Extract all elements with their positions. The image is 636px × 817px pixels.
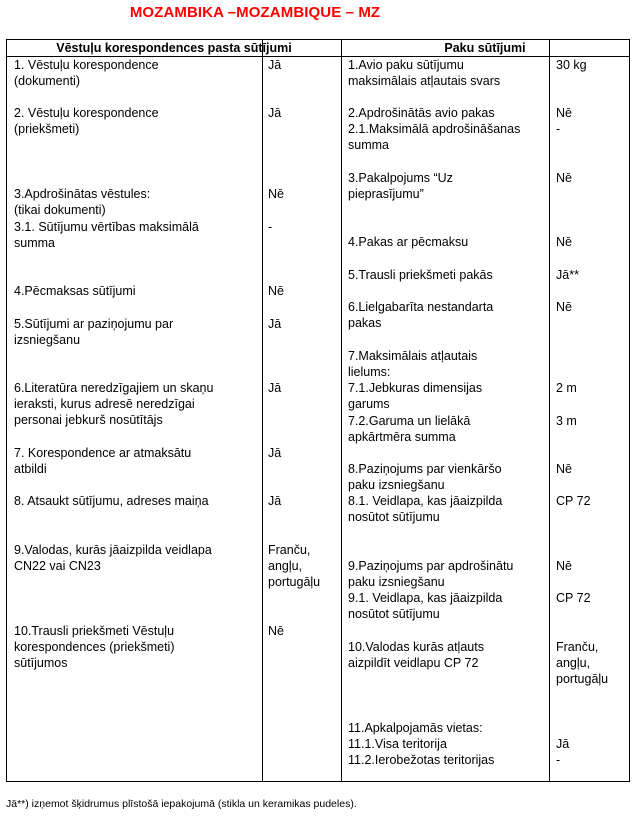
letters-label: 6.Literatūra neredzīgajiem un skaņu ieraksti, kurus adresē neredzīgai personai jebkurš nosūtītājs [14, 381, 214, 427]
parcels-label: 8.Paziņojums par vienkāršo paku izsniegšanu [348, 462, 502, 492]
parcels-label: 11.2.Ierobežotas teritorijas [348, 753, 495, 767]
parcels-value: - [556, 122, 561, 136]
parcels-label: 9.Paziņojums par apdrošinātu paku izsniegšanu [348, 559, 514, 589]
parcels-label: 7.Maksimālais atļautais lielums: [348, 349, 478, 379]
parcels-label: 11.1.Visa teritorija [348, 737, 447, 751]
parcels-value: 30 kg [556, 58, 587, 72]
page-title: MOZAMBIKA –MOZAMBIQUE – MZ [129, 4, 381, 21]
parcels-value: Nē [556, 462, 572, 476]
parcels-label: 2.Apdrošinātās avio pakas [348, 106, 495, 120]
parcels-label: 9.1. Veidlapa, kas jāaizpilda nosūtot sūtījumu [348, 591, 503, 621]
services-table [6, 39, 630, 782]
parcels-label: 5.Trausli priekšmeti pakās [348, 268, 493, 282]
letters-value: Jā [268, 381, 282, 395]
parcels-value: Nē [556, 300, 572, 314]
parcels-value: Nē [556, 171, 572, 185]
column-divider [262, 40, 263, 781]
parcels-value: - [556, 753, 561, 767]
letters-label: 4.Pēcmaksas sūtījumi [14, 284, 136, 298]
letters-label: 10.Trausli priekšmeti Vēstuļu korespondences (priekšmeti) sūtījumos [14, 624, 175, 670]
parcels-value: CP 72 [556, 494, 591, 508]
letters-value: Jā [268, 317, 282, 331]
parcels-label: 7.2.Garuma un lielākā apkārtmēra summa [348, 414, 471, 444]
parcels-label: 3.Pakalpojums “Uz pieprasījumu” [348, 171, 453, 201]
parcels-label: 10.Valodas kurās atļauts aizpildīt veidlapu CP 72 [348, 640, 484, 670]
parcels-value: 3 m [556, 414, 577, 428]
letters-label: 3.1. Sūtījumu vērtības maksimālā summa [14, 220, 199, 250]
parcels-label: 4.Pakas ar pēcmaksu [348, 235, 469, 249]
parcels-label: 1.Avio paku sūtījumu maksimālais atļautais svars [348, 58, 501, 88]
letters-label: 5.Sūtījumi ar paziņojumu par izsniegšanu [14, 317, 174, 347]
parcels-value: CP 72 [556, 591, 591, 605]
header-letters: Vēstuļu korespondences pasta sūtījumi [56, 41, 292, 55]
letters-label: 1. Vēstuļu korespondence (dokumenti) [14, 58, 159, 88]
letters-label: 9.Valodas, kurās jāaizpilda veidlapa CN22 vai CN23 [14, 543, 212, 573]
letters-label: 2. Vēstuļu korespondence (priekšmeti) [14, 106, 159, 136]
parcels-label: 7.1.Jebkuras dimensijas garums [348, 381, 483, 411]
letters-value: Nē [268, 624, 284, 638]
parcels-label: 8.1. Veidlapa, kas jāaizpilda nosūtot sūtījumu [348, 494, 503, 524]
parcels-value: 2 m [556, 381, 577, 395]
letters-value: Franču, angļu, portugāļu [268, 543, 321, 589]
column-divider [549, 40, 550, 781]
parcels-label: 2.1.Maksimālā apdrošināšanas summa [348, 122, 521, 152]
letters-label: 7. Korespondence ar atmaksātu atbildi [14, 446, 192, 476]
parcels-value: Nē [556, 559, 572, 573]
column-divider [341, 40, 342, 781]
letters-value: - [268, 220, 273, 234]
letters-value: Nē [268, 187, 284, 201]
parcels-label: 6.Lielgabarīta nestandarta pakas [348, 300, 494, 330]
letters-label: 3.Apdrošinātas vēstules: (tikai dokumenti) [14, 187, 151, 217]
letters-value: Jā [268, 58, 282, 72]
parcels-label: 11.Apkalpojamās vietas: [348, 721, 483, 735]
letters-value: Jā [268, 106, 282, 120]
parcels-value: Jā** [556, 268, 579, 282]
footnote: Jā**) izņemot šķidrumus plīstošā iepakojumā (stikla un keramikas pudeles). [6, 798, 357, 810]
header-parcels: Paku sūtījumi [444, 41, 526, 55]
parcels-value: Nē [556, 235, 572, 249]
letters-label: 8. Atsaukt sūtījumu, adreses maiņa [14, 494, 209, 508]
letters-value: Nē [268, 284, 284, 298]
letters-value: Jā [268, 494, 282, 508]
parcels-value: Nē [556, 106, 572, 120]
letters-value: Jā [268, 446, 282, 460]
parcels-value: Jā [556, 737, 570, 751]
parcels-value: Franču, angļu, portugāļu [556, 640, 609, 686]
